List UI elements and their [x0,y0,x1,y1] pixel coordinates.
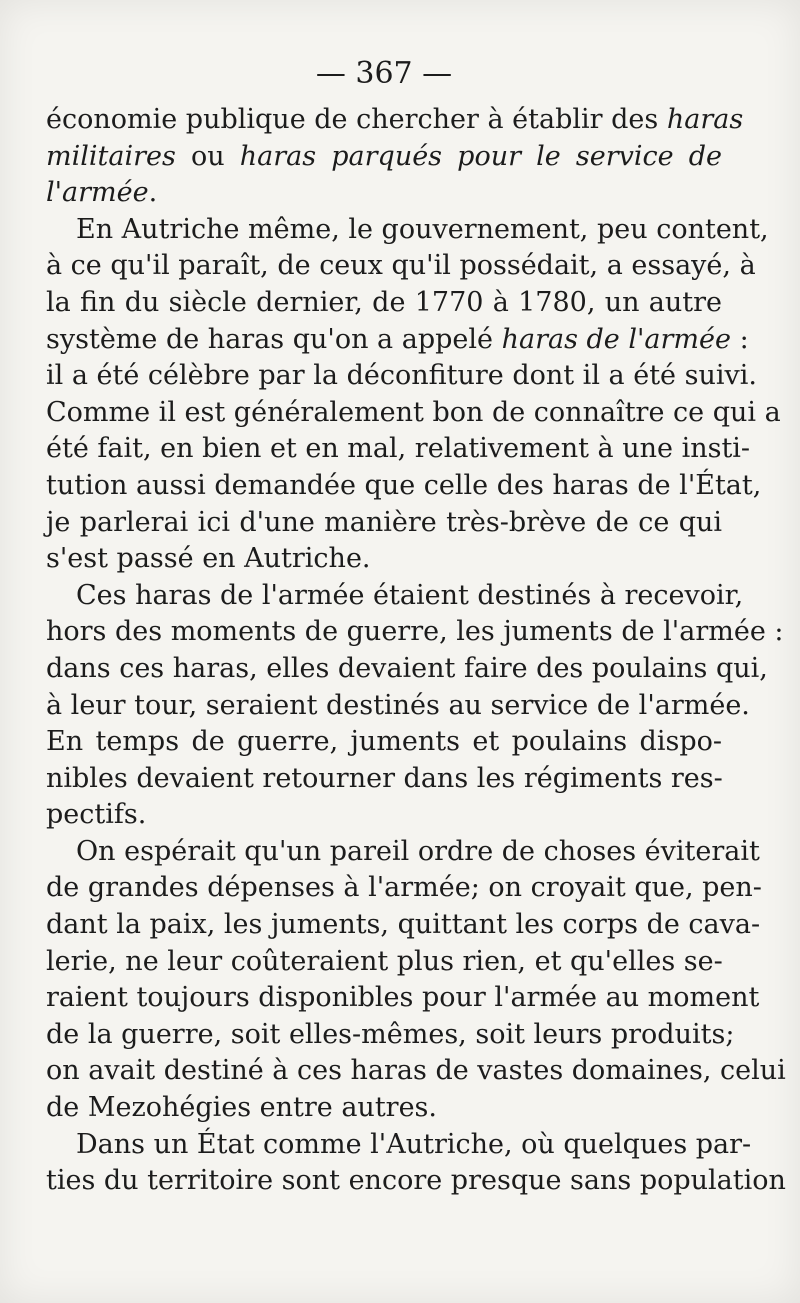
text-span: Dans un État comme l'Autriche, où quelques par- [76,1128,752,1160]
paragraph [46,834,786,1127]
text-line [46,468,762,505]
text-line [46,1090,722,1127]
text-line [46,944,722,981]
text-line [46,322,749,359]
text-line [46,285,722,322]
text-span: Ces haras de l'armée étaient destinés à recevoir, [76,579,744,611]
text-line [46,761,722,798]
paragraph [46,212,781,578]
italic-text: militaires [46,140,176,172]
text-line [46,870,762,907]
text-span: En Autriche même, le gouvernement, peu content, [76,213,769,245]
italic-text: haras parqués pour le service de [239,140,723,172]
text-span: à leur tour, seraient destinés au service de l'armée. [46,689,750,721]
text-span: de la guerre, soit elles-mêmes, soit leurs produits; [46,1018,735,1050]
text-line [46,358,757,395]
text-line [46,688,750,725]
italic-text: l'armée [46,177,149,209]
italic-text: haras de l'armée [501,323,731,355]
text-span: raient toujours disponibles pour l'armée au moment [46,982,760,1014]
text-span: nibles devaient retourner dans les régiments res- [46,762,723,794]
text-span: je parlerai ici d'une manière très-brève de ce qui [46,506,722,538]
text-span: de Mezohégies entre autres. [46,1092,437,1124]
text-span: de grandes dépenses à l'armée; on croyait que, pen- [46,872,762,904]
text-line [46,1127,752,1164]
text-span: la fin du siècle dernier, de 1770 à 1780, un autre [46,286,722,318]
text-line [46,1163,786,1200]
text-line [46,1053,786,1090]
text-span: ties du territoire sont encore presque sans population [46,1165,786,1197]
text-line [46,431,751,468]
page-number: — 367 — [315,56,453,91]
text-span: dans ces haras, elles devaient faire des poulains qui, [46,652,768,684]
text-span: économie publique de chercher à établir des [46,104,667,135]
text-line [46,139,722,176]
text-line [46,102,744,139]
text-line [46,578,744,615]
text-span: on avait destiné à ces haras de vastes domaines, celui [46,1055,786,1087]
text-span: : [730,323,749,355]
text-span: dant la paix, les juments, quittant les corps de cava- [46,909,761,941]
text-span: Comme il est généralement bon de connaître ce qui a [46,396,781,428]
body-text [46,102,786,1200]
paragraph [46,102,744,212]
text-span: . [148,177,158,209]
text-line [46,797,722,834]
text-span: lerie, ne leur coûteraient plus rien, et qu'elles se- [46,945,723,977]
text-line [46,505,722,542]
text-span: il a été célèbre par la déconfiture dont il a été suivi. [46,360,757,392]
text-span: tution aussi demandée que celle des haras de l'État, [46,469,762,501]
text-span: hors des moments de guerre, les juments de l'armée : [46,616,784,648]
text-span: ou [175,140,240,172]
text-span: à ce qu'il paraît, de ceux qu'il possédait, a essayé, à [46,250,756,282]
text-span: En temps de guerre, juments et poulains dispo- [46,726,722,758]
page-content [46,48,786,1200]
text-line [46,248,756,285]
text-line [46,651,768,688]
text-span: On espérait qu'un pareil ordre de choses éviterait [76,835,760,867]
text-line [46,980,760,1017]
paragraph [46,578,784,834]
text-line [46,212,769,249]
text-span: système de haras qu'on a appelé [46,323,502,355]
text-line [46,724,722,761]
text-line [46,834,760,871]
italic-text: haras [666,104,744,135]
text-line [46,541,722,578]
text-span: pectifs. [46,799,147,831]
text-span: s'est passé en Autriche. [46,543,371,575]
text-line [46,907,761,944]
text-line [46,175,722,212]
text-line [46,395,781,432]
text-line [46,614,784,651]
text-span: été fait, en bien et en mal, relativement à une insti- [46,433,751,465]
paragraph [46,1127,786,1200]
text-line [46,1017,735,1054]
